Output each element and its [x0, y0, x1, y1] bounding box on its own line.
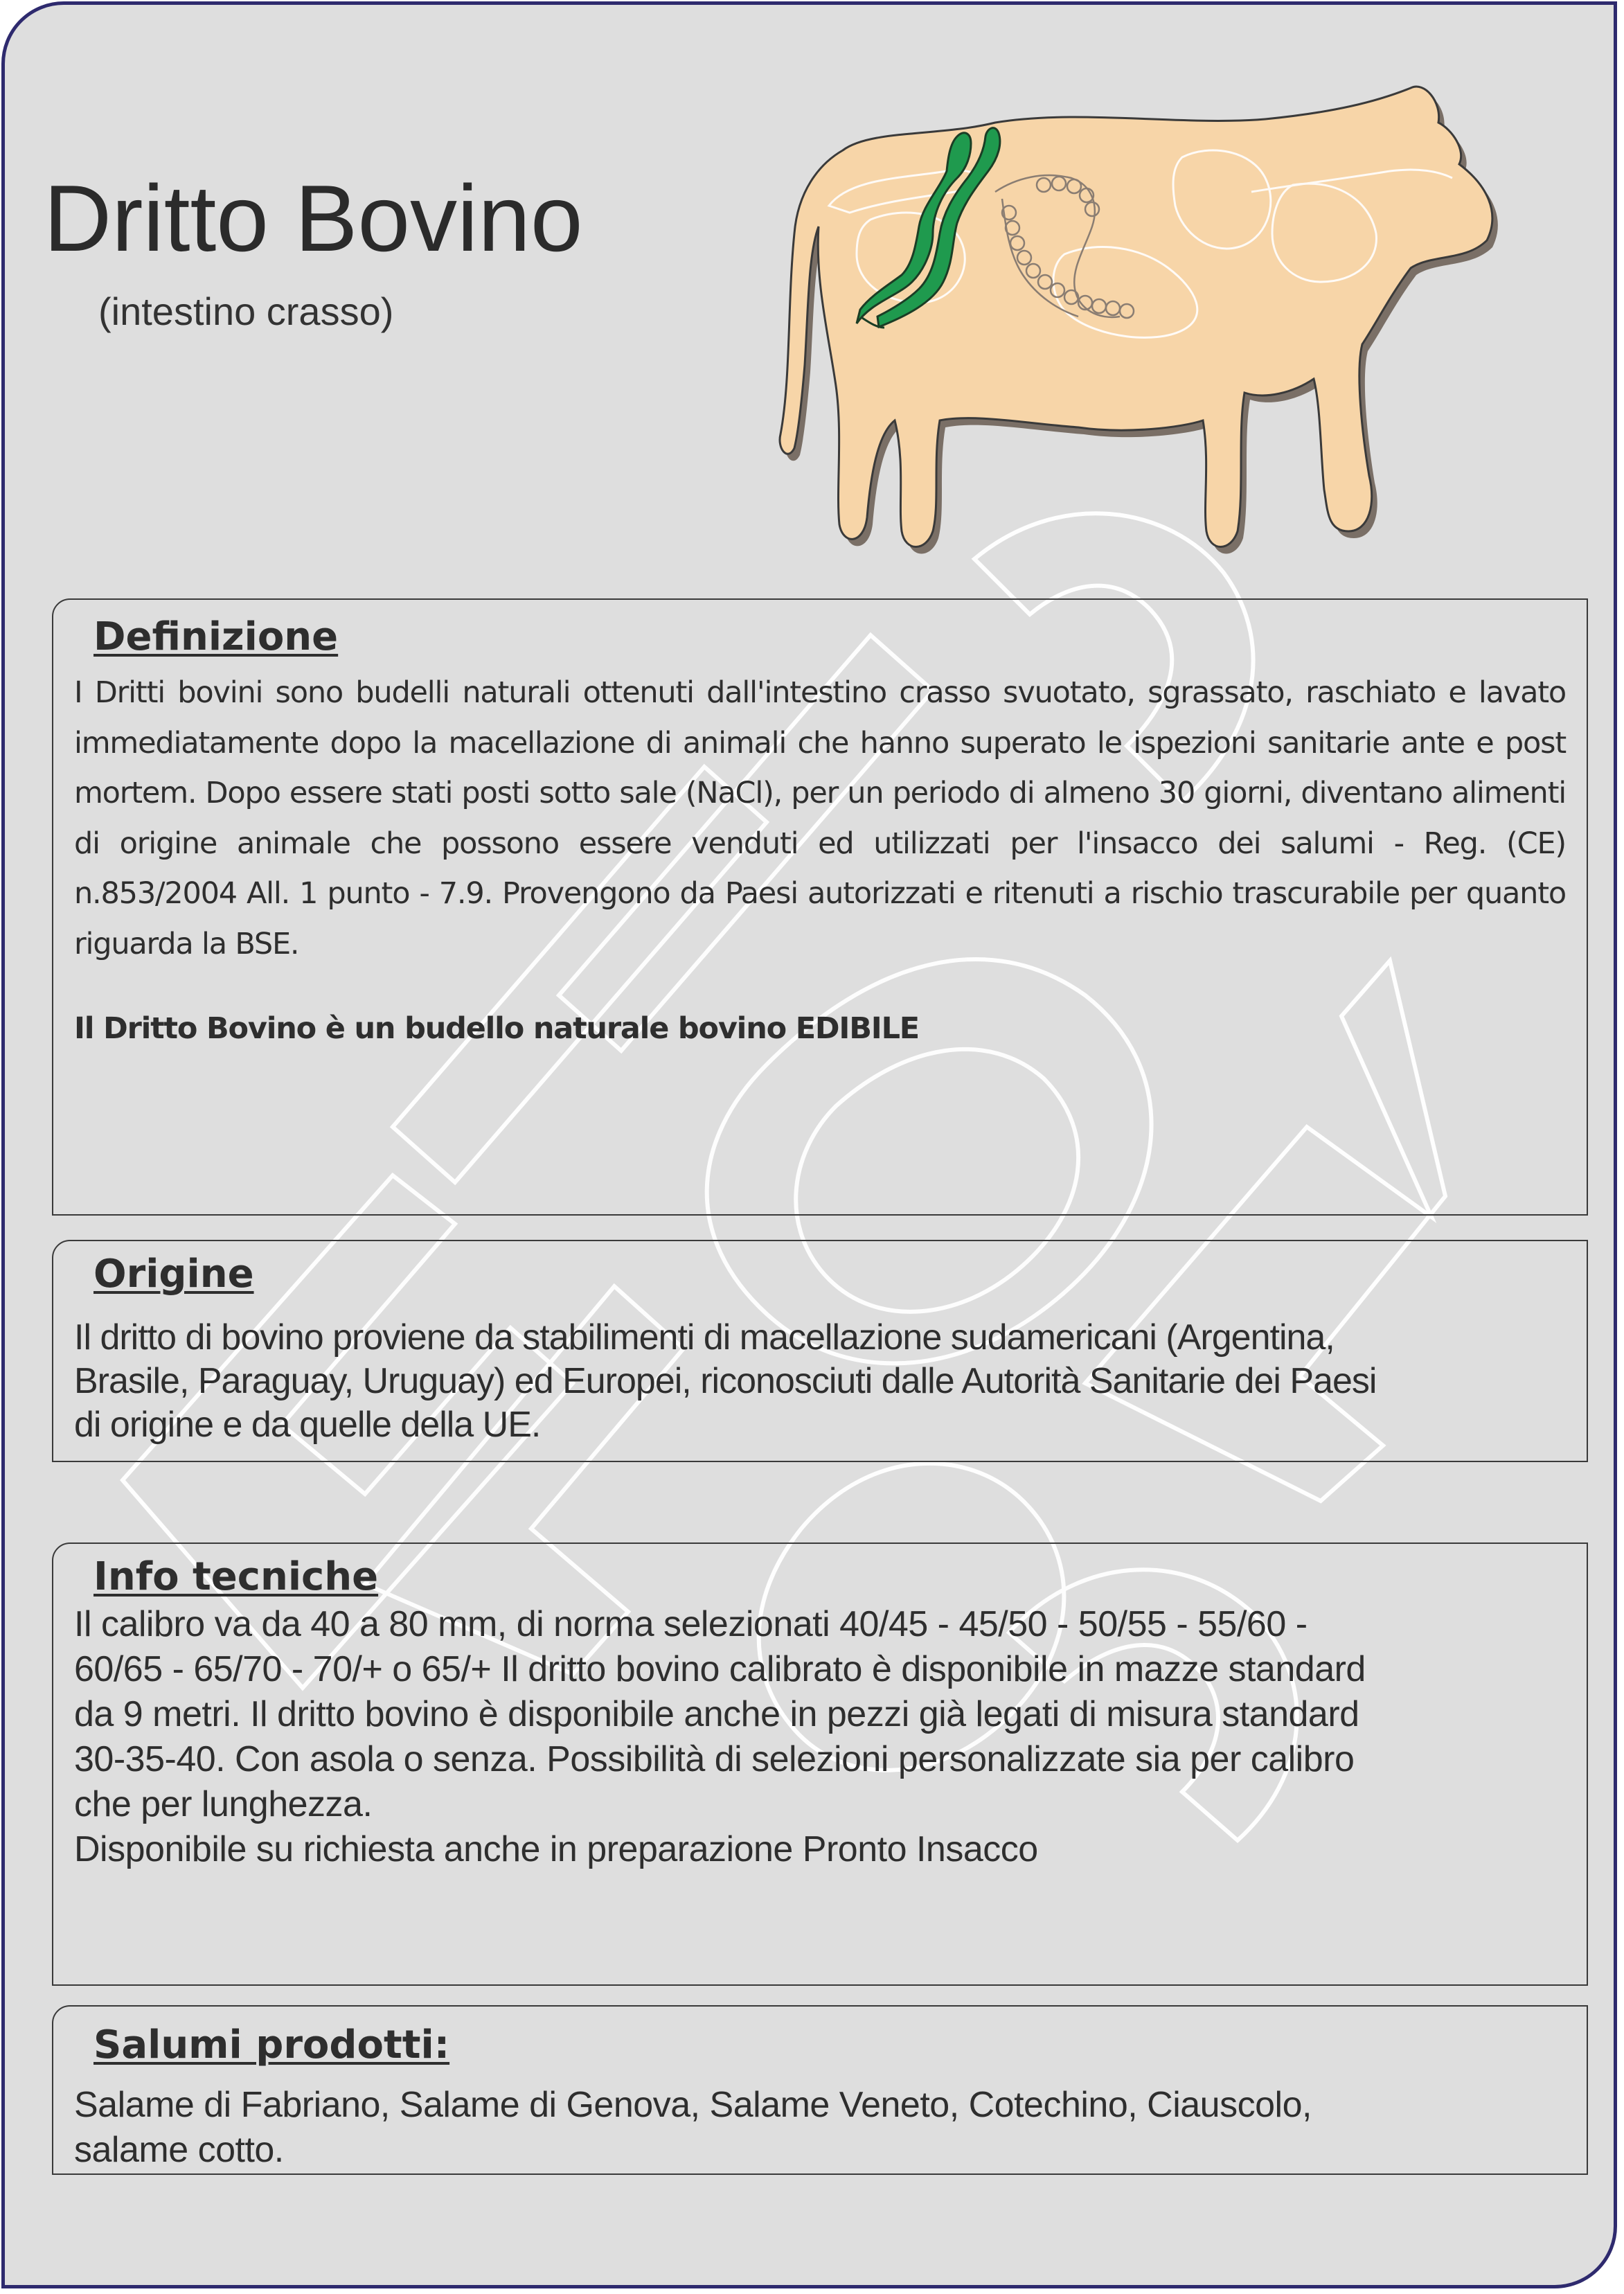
technical-info-line: che per lunghezza. — [74, 1784, 373, 1824]
technical-info-text — [74, 1602, 1566, 1872]
technical-info-line: Disponibile su richiesta anche in preparazione Pronto Insacco — [74, 1829, 1038, 1869]
origin-line: Il dritto di bovino proviene da stabilimenti di macellazione sudamericani (Argentina, — [74, 1317, 1335, 1358]
technical-info-section — [52, 1542, 1588, 1986]
origin-heading: Origine — [93, 1252, 254, 1297]
technical-info-line: Il calibro va da 40 a 80 mm, di norma selezionati 40/45 - 45/50 - 50/55 - 55/60 - — [74, 1604, 1308, 1644]
origin-text — [74, 1316, 1566, 1447]
origin-section — [52, 1240, 1588, 1462]
products-line: salame cotto. — [74, 2130, 284, 2170]
cow-illustration — [767, 74, 1570, 559]
page-subtitle: (intestino crasso) — [98, 290, 394, 333]
products-heading: Salumi prodotti: — [93, 2022, 450, 2068]
definition-section — [52, 598, 1588, 1216]
origin-line: Brasile, Paraguay, Uruguay) ed Europei, riconosciuti dalle Autorità Sanitarie dei Paesi — [74, 1361, 1377, 1401]
edible-note: Il Dritto Bovino è un budello naturale bovino EDIBILE — [74, 1011, 919, 1046]
products-line: Salame di Fabriano, Salame di Genova, Salame Veneto, Cotechino, Ciauscolo, — [74, 2085, 1312, 2125]
technical-info-line: 30-35-40. Con asola o senza. Possibilità di selezioni personalizzate sia per calibro — [74, 1739, 1355, 1779]
technical-info-heading: Info tecniche — [93, 1554, 379, 1599]
products-text — [74, 2083, 1566, 2173]
products-section — [52, 2005, 1588, 2175]
definition-heading: Definizione — [93, 614, 339, 659]
technical-info-line: da 9 metri. Il dritto bovino è disponibile anche in pezzi già legati di misura standard — [74, 1694, 1359, 1734]
definition-text: I Dritti bovini sono budelli naturali ottenuti dall'intestino crasso svuotato, sgrassato, raschiato e lavato immediatamente dopo la macellazione di animali che hanno superato le ispezioni sanitarie ante e post mortem. Dopo essere stati posti sotto sale (NaCl), per un periodo di almeno 30 giorni, diventano alimenti di origine animale che possono essere venduti ed utilizzati per l'insacco dei salumi - Reg. (CE) n.853/2004 All. 1 punto - 7.9. Provengono da Paesi autorizzati e ritenuti a rischio trascurabile per quanto riguarda la BSE. — [74, 675, 1566, 961]
origin-line: di origine e da quelle della UE. — [74, 1405, 541, 1445]
technical-info-line: 60/65 - 65/70 - 70/+ o 65/+ Il dritto bovino calibrato è disponibile in mazze standard — [74, 1649, 1366, 1689]
product-sheet — [1, 1, 1617, 2288]
page-title: Dritto Bovino — [44, 166, 583, 271]
